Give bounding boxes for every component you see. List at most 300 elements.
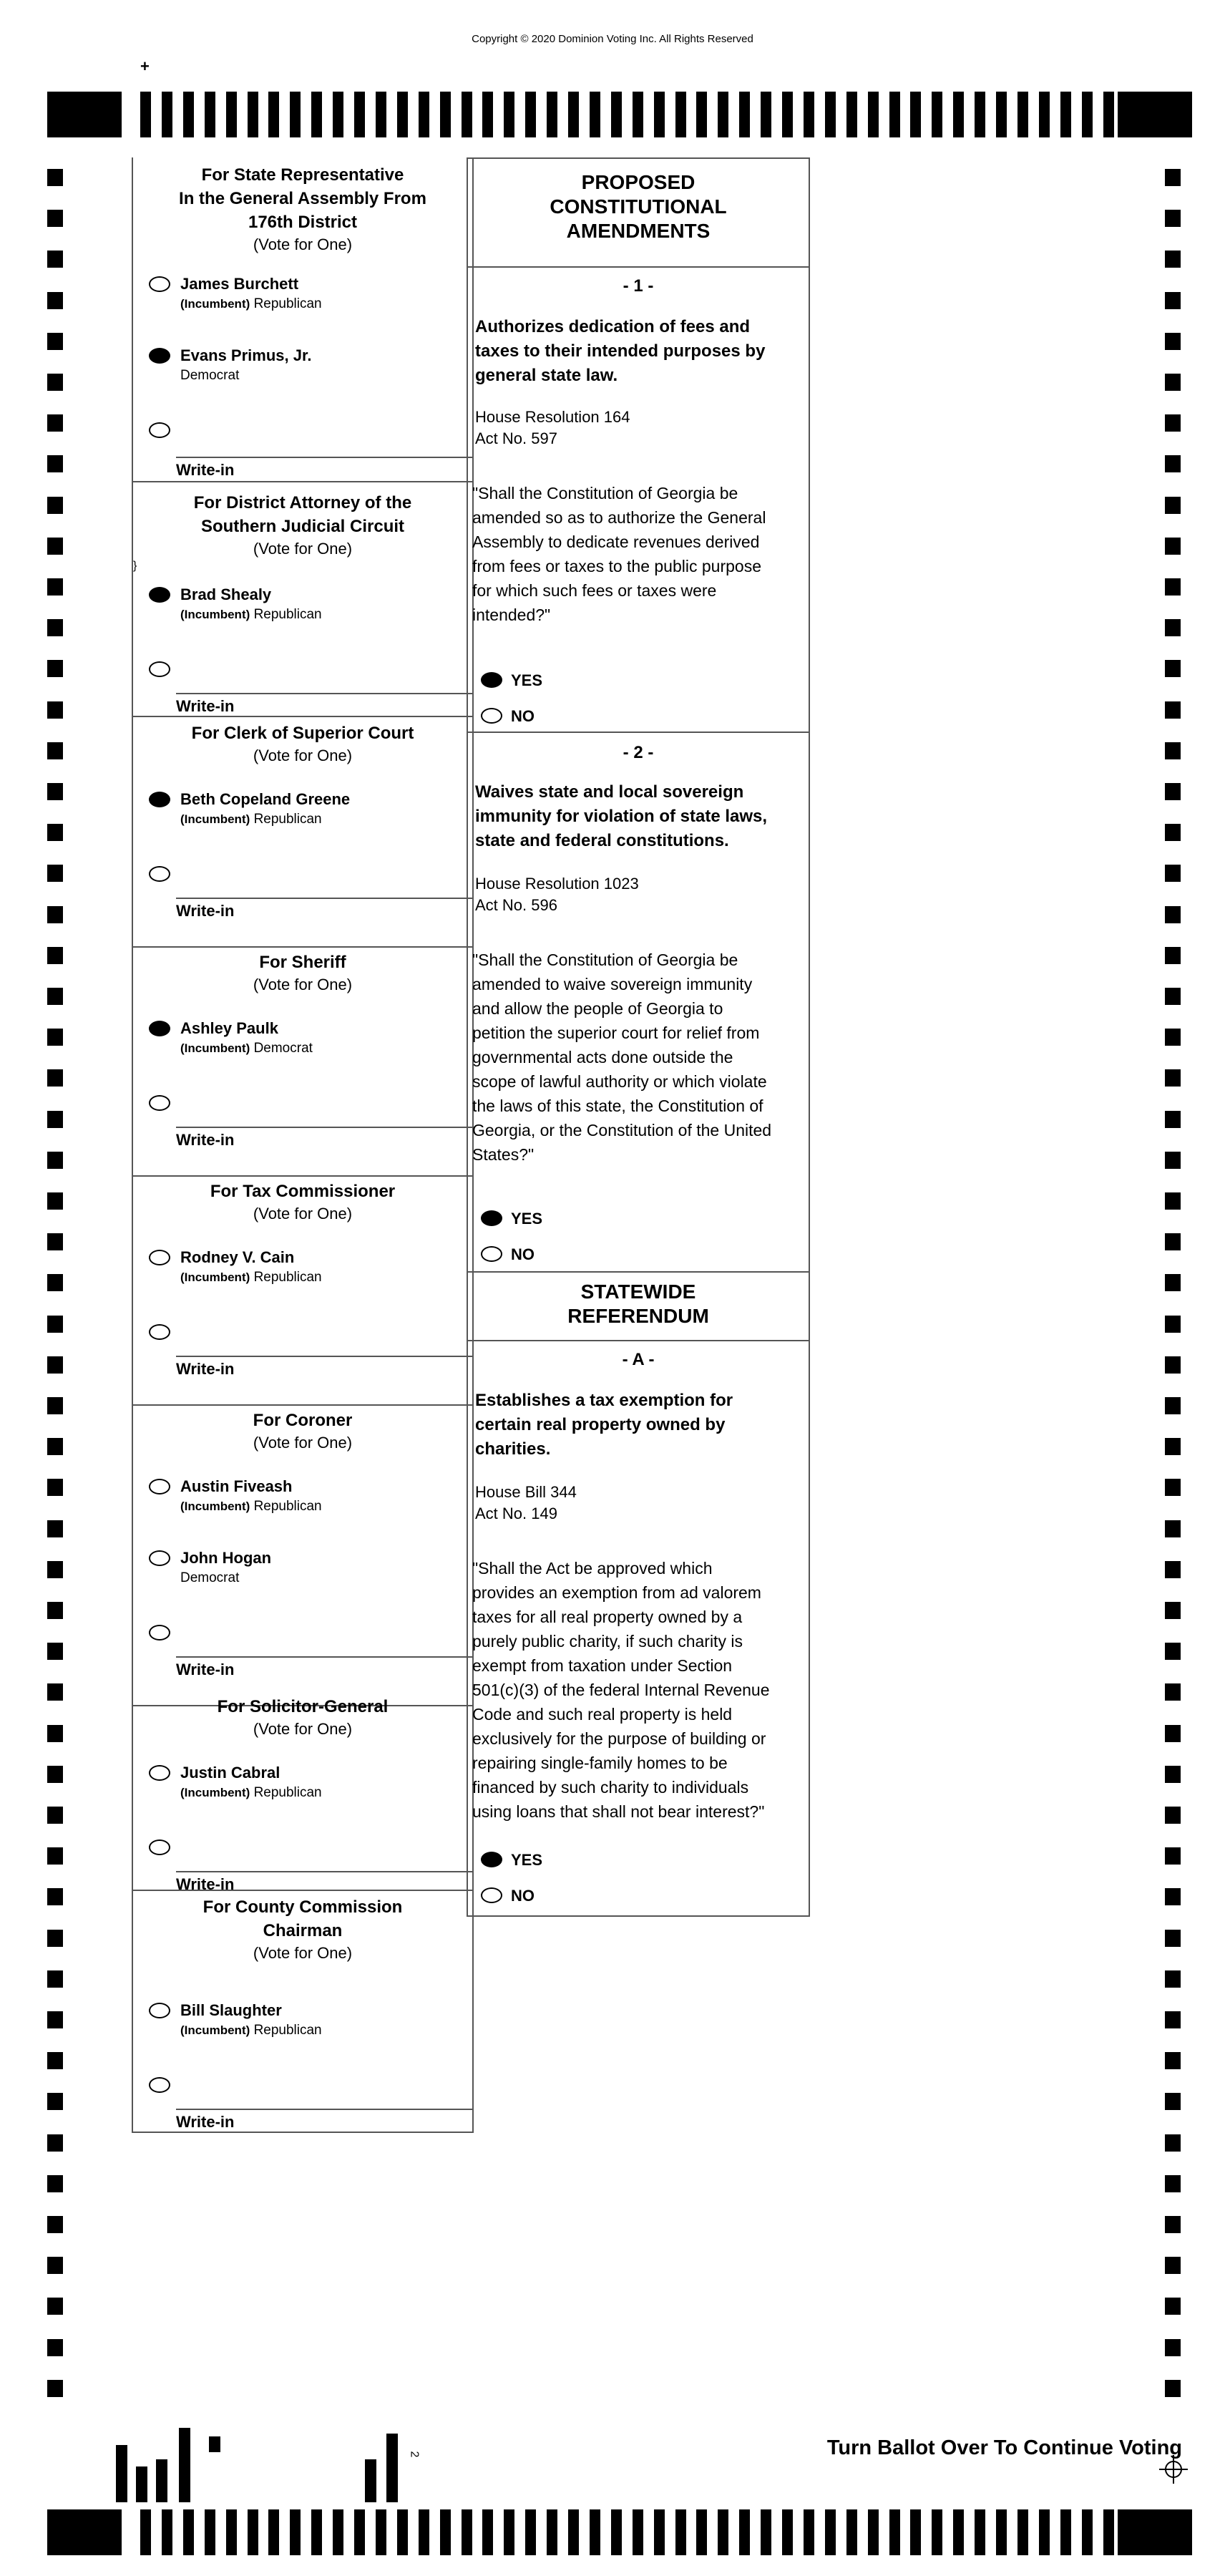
timing-bar [633,2509,643,2555]
side-timing-mark [47,1397,63,1414]
side-timing-mark [47,292,63,309]
side-timing-mark [47,414,63,432]
candidate-name: Rodney V. Cain [180,1248,295,1266]
write-in-line [176,1871,472,1872]
side-timing-mark [47,947,63,964]
contest-title: For Clerk of Superior Court [191,724,414,743]
contest-coroner [133,1403,472,1678]
timing-bar [333,2509,343,2555]
timing-bar [590,92,600,137]
write-in-line [176,1356,472,1357]
section-divider [468,1271,809,1273]
side-timing-mark [1165,660,1181,677]
contest-clerk-superior-court [133,716,472,920]
timing-bar [718,2509,728,2555]
timing-bar [333,92,343,137]
candidate-name: Beth Copeland Greene [180,790,351,808]
vote-oval[interactable] [149,1550,170,1566]
timing-bar [419,2509,429,2555]
timing-bar [868,2509,879,2555]
side-timing-mark [1165,742,1181,759]
candidate-name: Austin Fiveash [180,1477,293,1495]
timing-bar [290,2509,301,2555]
vote-oval[interactable] [481,1246,502,1262]
timing-bar [226,92,237,137]
timing-bar [782,92,793,137]
side-timing-mark [47,1683,63,1701]
referendum-title: STATEWIDE REFERENDUM [567,1280,709,1327]
section-divider [468,266,809,268]
contest-divider [133,2132,472,2133]
code-bar [386,2434,398,2502]
contest-district-attorney: For District Attorney of the Southern Judicial Circuit (Vote for One) Brad Shealy (Incumbent) Republican Write-in } [133,485,472,573]
code-bar [209,2436,220,2452]
write-in-label: Write-in [176,1360,235,1378]
side-timing-mark [1165,2052,1181,2069]
timing-bar [504,92,514,137]
vote-for-instruction: (Vote for One) [253,1434,353,1452]
contest-sheriff [133,945,472,1149]
timing-bar [397,92,408,137]
side-timing-mark [47,1888,63,1905]
timing-bar [504,2509,514,2555]
side-timing-mark [1165,2011,1181,2028]
candidate-contests-column [132,157,474,2133]
ballot-questions-column [467,157,810,1917]
timing-bar [440,2509,451,2555]
timing-bar [205,2509,215,2555]
side-timing-mark [47,824,63,841]
amendment-reference: House Resolution 1023 Act No. 596 [475,875,639,914]
side-timing-mark [1165,988,1181,1005]
timing-bar [311,2509,322,2555]
side-timing-mark [47,906,63,923]
write-in-line [176,898,472,899]
yes-label: YES [511,1851,543,1869]
side-timing-mark [1165,1847,1181,1865]
timing-bar [226,2509,237,2555]
timing-bar [482,2509,493,2555]
vote-oval[interactable] [149,2077,170,2093]
side-timing-mark [1165,2257,1181,2274]
candidate-name: John Hogan [180,1549,272,1567]
timing-block [47,92,122,137]
vote-for-instruction: (Vote for One) [253,1944,353,1962]
side-timing-mark [47,455,63,472]
timing-bar [419,92,429,137]
side-timing-mark [1165,701,1181,719]
contest-title: For Solicitor-General [217,1697,389,1716]
timing-bar [611,92,622,137]
timing-bar [162,92,172,137]
side-timing-mark [47,2052,63,2069]
timing-bar [696,92,707,137]
timing-bar [739,2509,750,2555]
timing-bar [675,92,686,137]
vote-oval[interactable] [149,1324,170,1340]
timing-bar [611,2509,622,2555]
timing-bar [910,2509,921,2555]
timing-bar [975,92,985,137]
candidate-name: Evans Primus, Jr. [180,346,312,364]
side-timing-mark [1165,1233,1181,1250]
candidate-party: (Incumbent) Republican [180,1785,322,1800]
timing-bar [953,2509,964,2555]
side-timing-mark [1165,947,1181,964]
timing-bar [568,2509,579,2555]
side-timing-mark [47,1479,63,1496]
section-divider [468,1340,809,1341]
write-in-label: Write-in [176,2113,235,2131]
no-label: NO [511,1245,535,1263]
side-timing-mark [1165,2339,1181,2356]
timing-bar [440,92,451,137]
code-bar [116,2445,127,2502]
side-timing-mark [47,333,63,350]
vote-oval-marked[interactable] [149,348,170,364]
side-timing-mark [1165,1397,1181,1414]
vote-oval[interactable] [149,661,170,677]
timing-bar [889,2509,900,2555]
write-in-label: Write-in [176,461,235,479]
timing-bar [1103,92,1114,137]
side-timing-mark [47,988,63,1005]
bottom-timing-marks [47,2509,1192,2555]
timing-bar [140,2509,151,2555]
write-in-line [176,2109,472,2110]
timing-bar [846,92,857,137]
contest-solicitor-general [133,1689,472,1893]
timing-bar [525,92,536,137]
vote-oval-marked[interactable] [481,672,502,688]
side-timing-mark [47,865,63,882]
timing-bar [804,2509,814,2555]
side-timing-mark [1165,1520,1181,1537]
contest-title: For Sheriff [259,953,346,972]
side-timing-mark [1165,2175,1181,2192]
timing-bar [654,92,665,137]
side-timing-mark [1165,783,1181,800]
contest-title: For State Representative In the General Assembly From 176th District [179,165,426,232]
side-timing-mark [1165,210,1181,227]
side-timing-mark [47,1438,63,1455]
code-bar [156,2459,167,2502]
timing-bar [547,92,557,137]
timing-bar [590,2509,600,2555]
candidate-party: (Incumbent) Republican [180,607,322,622]
timing-bar [932,2509,942,2555]
side-timing-mark [47,1356,63,1374]
vote-oval-marked[interactable] [481,1210,502,1226]
timing-bar [354,2509,365,2555]
vote-for-instruction: (Vote for One) [253,976,353,993]
side-timing-mark [1165,538,1181,555]
amendments-title: PROPOSED CONSTITUTIONAL AMENDMENTS [550,171,727,242]
timing-bar [1082,92,1093,137]
side-timing-mark [1165,1356,1181,1374]
side-timing-mark [47,1725,63,1742]
timing-bar [205,92,215,137]
side-timing-mark [47,1766,63,1783]
side-timing-mark [1165,292,1181,309]
code-bar [365,2459,376,2502]
timing-bar [248,92,258,137]
timing-bar [953,92,964,137]
timing-bar [376,2509,386,2555]
vote-oval[interactable] [149,1250,170,1265]
timing-bar [1060,2509,1071,2555]
timing-bar [1060,92,1071,137]
side-timing-mark [47,1807,63,1824]
vote-oval[interactable] [149,1765,170,1781]
side-timing-mark [47,1111,63,1128]
timing-bar [996,92,1007,137]
vote-for-instruction: (Vote for One) [253,1205,353,1223]
side-timing-mark [47,374,63,391]
write-in-line [176,1656,472,1658]
side-timing-mark [1165,578,1181,596]
vote-oval-marked[interactable] [149,792,170,807]
timing-bar [462,92,472,137]
candidate-name: Ashley Paulk [180,1019,278,1037]
write-in-label: Write-in [176,902,235,920]
side-timing-mark [47,1233,63,1250]
registration-plus: + [140,57,150,75]
referendum-number: - A - [622,1350,655,1369]
timing-bar [932,92,942,137]
side-timing-mark [1165,2093,1181,2110]
candidate-party: (Incumbent) Republican [180,296,322,311]
timing-bar [825,2509,836,2555]
side-timing-mark [1165,1970,1181,1988]
side-timing-mark [47,1274,63,1291]
side-timing-mark [1165,1069,1181,1087]
timing-bar [696,2509,707,2555]
vote-for-instruction: (Vote for One) [253,540,353,558]
yes-label: YES [511,1210,543,1228]
contest-title: For Coroner [253,1411,353,1430]
write-in-label: Write-in [176,1661,235,1678]
candidate-party: Democrat [180,1570,240,1585]
side-timing-mark [1165,1316,1181,1333]
side-timing-mark [47,619,63,636]
side-timing-mark [1165,2216,1181,2233]
side-timing-mark [47,2011,63,2028]
ballot-code-digit: 2 [408,2451,421,2458]
candidate-name: James Burchett [180,275,299,293]
timing-bar [376,92,386,137]
side-timing-mark [1165,1683,1181,1701]
timing-bar [868,92,879,137]
vote-for-instruction: (Vote for One) [253,1720,353,1738]
vote-oval[interactable] [149,276,170,292]
side-timing-mark [47,538,63,555]
code-bar [136,2466,147,2502]
amendment-number: - 2 - [623,743,654,762]
timing-bar [910,92,921,137]
side-timing-mark [47,2093,63,2110]
no-label: NO [511,1887,535,1905]
referendum-heading: Establishes a tax exemption for certain real property owned by charities. [475,1391,733,1459]
side-timing-mark [47,2380,63,2397]
timing-bar [1017,92,1028,137]
side-timing-mark [1165,455,1181,472]
side-timing-mark [47,1930,63,1947]
side-timing-mark [1165,1152,1181,1169]
vote-oval[interactable] [149,2003,170,2018]
side-timing-mark [1165,1725,1181,1742]
contest-title: For County Commission Chairman [202,1897,403,1940]
vote-oval[interactable] [149,1095,170,1111]
side-timing-mark [1165,333,1181,350]
side-timing-mark [47,1029,63,1046]
vote-oval[interactable] [149,866,170,882]
side-timing-mark [1165,1807,1181,1824]
contest-county-commission-chairman [133,1890,472,2131]
side-timing-mark [1165,1438,1181,1455]
candidate-party: (Incumbent) Republican [180,812,322,827]
side-timing-mark [47,2216,63,2233]
timing-bar [397,2509,408,2555]
timing-bar [1082,2509,1093,2555]
timing-bar [782,2509,793,2555]
vote-for-instruction: (Vote for One) [253,235,353,253]
side-timing-mark [47,2175,63,2192]
side-timing-mark [47,1520,63,1537]
candidate-party: (Incumbent) Republican [180,2023,322,2038]
side-timing-mark [47,742,63,759]
timing-block [47,2509,122,2555]
side-timing-mark [1165,619,1181,636]
timing-bar [568,92,579,137]
write-in-line [176,1127,472,1128]
candidate-party: (Incumbent) Republican [180,1499,322,1514]
vote-oval[interactable] [149,1839,170,1855]
contest-title: For Tax Commissioner [210,1182,396,1201]
side-timing-mark [47,578,63,596]
side-timing-mark [1165,1192,1181,1210]
side-timing-mark [47,1847,63,1865]
side-timing-mark [1165,1602,1181,1619]
timing-bar [761,2509,771,2555]
write-in-line [176,693,472,694]
amendment-heading: Authorizes dedication of fees and taxes to their intended purposes by general state law. [475,317,766,385]
side-timing-mark [47,251,63,268]
amendment-question-text: "Shall the Constitution of Georgia be amended to waive sovereign immunity and allow the people of Georgia to petition the superior court for relief from governmental acts done outside the scope of lawful authority or which violate the laws of this state, the Constitution of Georgia, or the Constitution of the United States?" [472,951,772,1164]
timing-bar [761,92,771,137]
side-timing-mark [47,1316,63,1333]
side-timing-mark [47,2298,63,2315]
write-in-label: Write-in [176,1875,235,1893]
timing-bar [1039,92,1050,137]
timing-bar [311,92,322,137]
copyright-notice: Copyright © 2020 Dominion Voting Inc. All Rights Reserved [472,33,753,45]
vote-oval[interactable] [149,422,170,438]
vote-oval[interactable] [149,1479,170,1494]
side-timing-mark [47,1561,63,1578]
timing-bar [633,92,643,137]
section-divider [468,732,809,733]
candidate-party: (Incumbent) Republican [180,1270,322,1285]
timing-bar [825,92,836,137]
contest-divider [133,481,472,482]
side-timing-mark [47,210,63,227]
side-timing-mark [1165,169,1181,186]
side-timing-mark [1165,1643,1181,1660]
referendum-reference: House Bill 344 Act No. 149 [475,1483,577,1522]
top-timing-marks [47,92,1192,137]
timing-bar [846,2509,857,2555]
timing-bar [547,2509,557,2555]
timing-bar [675,2509,686,2555]
timing-bar [1039,2509,1050,2555]
side-timing-mark [1165,2380,1181,2397]
timing-bar [654,2509,665,2555]
write-in-label: Write-in [176,697,235,715]
side-timing-mark [1165,2134,1181,2152]
candidate-party: Democrat [180,368,240,383]
side-timing-mark [1165,1930,1181,1947]
side-timing-mark [47,660,63,677]
timing-bar [1017,2509,1028,2555]
timing-bar [739,92,750,137]
write-in-line [176,457,472,458]
candidate-name: Justin Cabral [180,1764,280,1782]
side-timing-mark [47,701,63,719]
crosshair-icon [1158,2454,1189,2485]
vote-oval-marked[interactable] [481,1852,502,1867]
timing-bar [268,92,279,137]
side-timing-mark [1165,1766,1181,1783]
yes-label: YES [511,671,543,689]
side-timing-mark [47,2134,63,2152]
candidate-name: Bill Slaughter [180,2001,282,2019]
timing-bar [482,92,493,137]
turn-ballot-over-instruction: Turn Ballot Over To Continue Voting [826,2436,1182,2459]
side-timing-mark [1165,374,1181,391]
side-timing-mark [1165,865,1181,882]
side-timing-mark [47,1602,63,1619]
timing-block [1118,2509,1192,2555]
vote-for-instruction: (Vote for One) [253,747,353,764]
no-label: NO [511,707,535,725]
timing-bar [268,2509,279,2555]
side-timing-mark [47,1970,63,1988]
vote-oval-marked[interactable] [149,587,170,603]
vote-oval[interactable] [481,708,502,724]
code-bar [179,2428,190,2502]
timing-bar [975,2509,985,2555]
side-timing-mark [1165,1888,1181,1905]
timing-bar [162,2509,172,2555]
side-timing-mark [47,169,63,186]
vote-oval-marked[interactable] [149,1021,170,1036]
side-timing-mark [1165,906,1181,923]
side-timing-mark [1165,414,1181,432]
side-timing-mark [47,1152,63,1169]
timing-bar [290,92,301,137]
vote-oval[interactable] [149,1625,170,1641]
side-timing-mark [1165,497,1181,514]
amendment-reference: House Resolution 164 Act No. 597 [475,408,630,447]
side-timing-mark [1165,1029,1181,1046]
timing-bar [804,92,814,137]
timing-bar [462,2509,472,2555]
side-timing-mark [1165,1274,1181,1291]
side-timing-mark [47,1192,63,1210]
contest-title: For District Attorney of the Southern Judicial Circuit [193,493,412,536]
vote-oval[interactable] [481,1887,502,1903]
